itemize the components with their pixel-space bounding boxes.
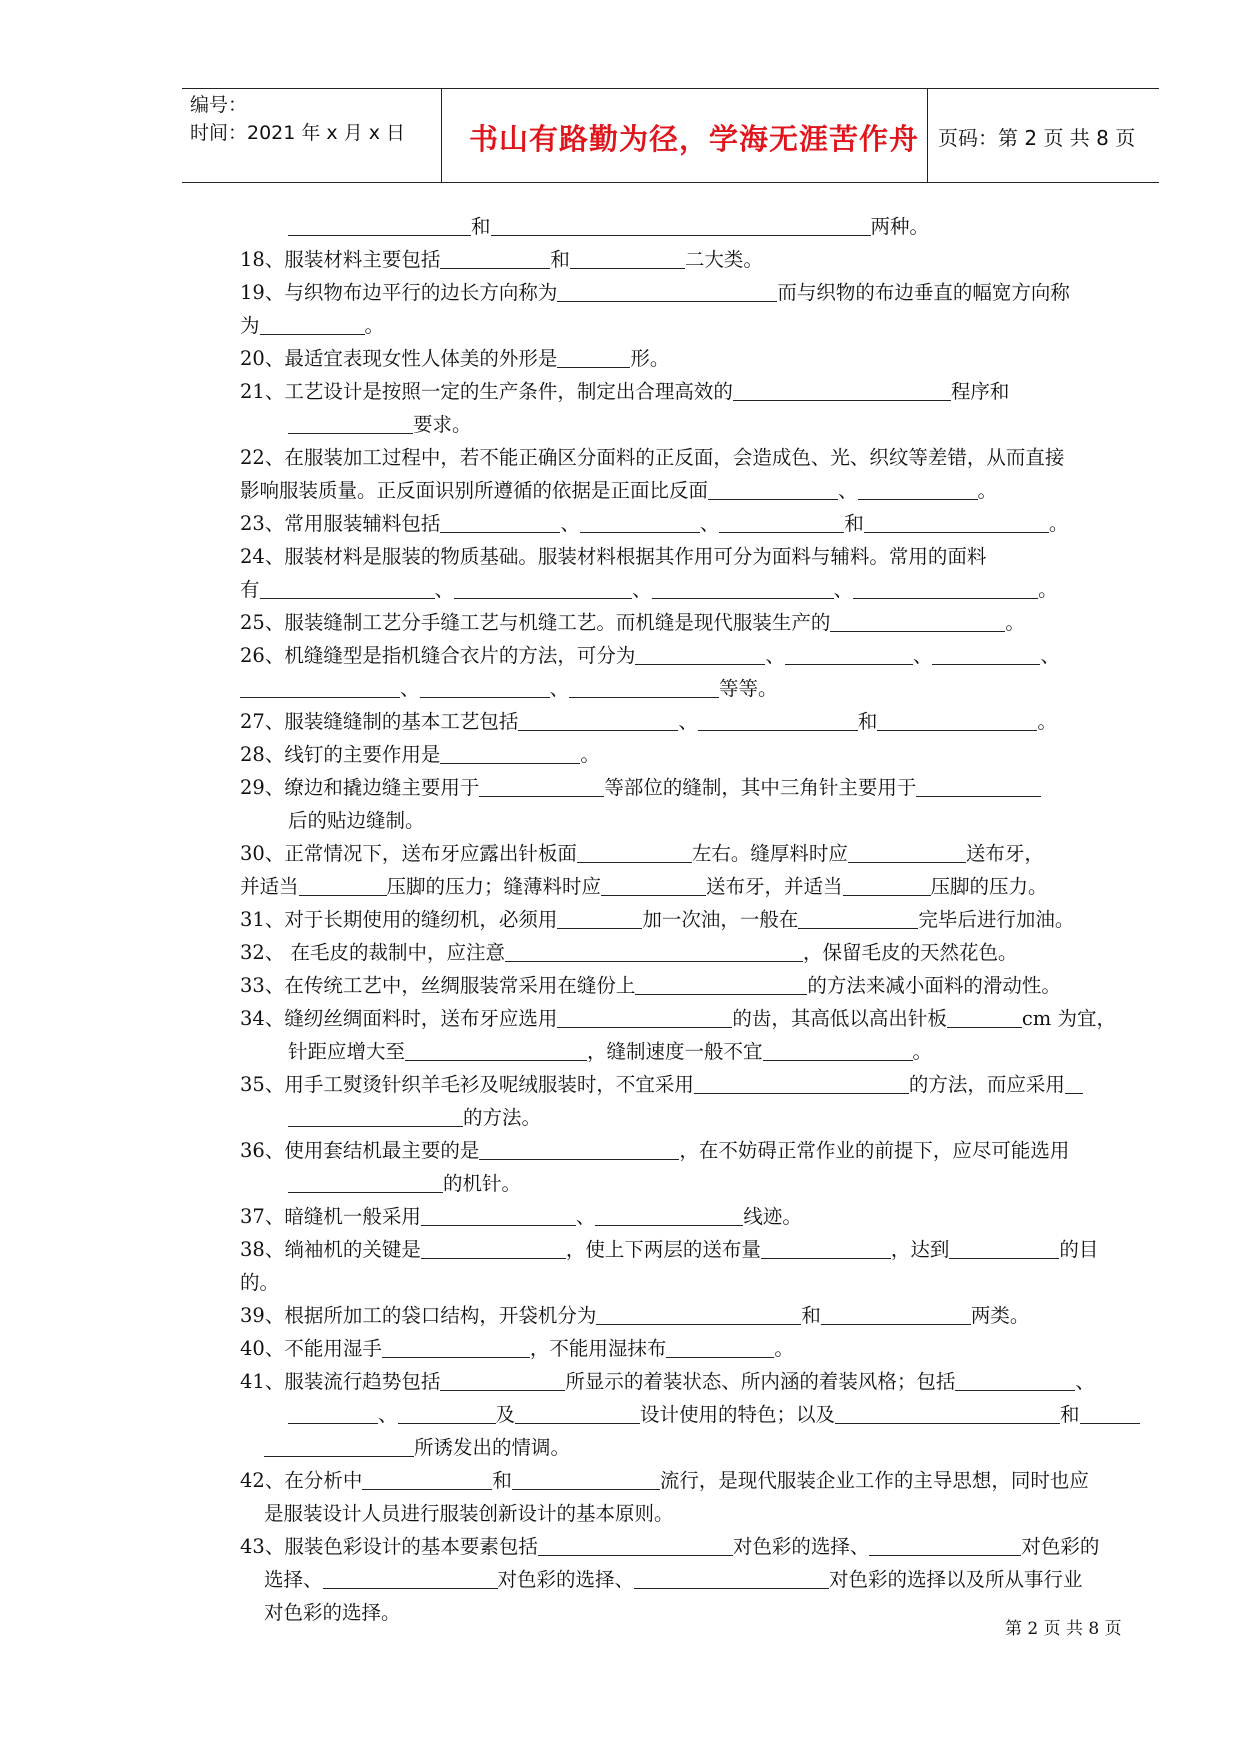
answer-blank[interactable] bbox=[569, 677, 719, 698]
answer-blank[interactable] bbox=[515, 1403, 640, 1424]
answer-blank[interactable] bbox=[260, 578, 435, 599]
question-line: 20、最适宜表现女性人体美的外形是 形。 bbox=[240, 347, 670, 370]
question-line: 22、在服装加工过程中，若不能正确区分面料的正反面，会造成色、光、织纹等差错，从而直接 bbox=[240, 446, 1065, 469]
question-line: 38、绱袖机的关键是 ，使上下两层的送布量 ，达到 的目 bbox=[240, 1238, 1099, 1261]
question-line: 32、 在毛皮的裁制中，应注意 ，保留毛皮的天然花色。 bbox=[240, 941, 1018, 964]
answer-blank[interactable] bbox=[763, 1040, 913, 1061]
answer-blank[interactable] bbox=[798, 908, 918, 929]
answer-blank[interactable] bbox=[848, 842, 966, 863]
question-line: 30、正常情况下，送布牙应露出针板面 左右。缝厚料时应 送布牙， bbox=[240, 842, 1044, 865]
answer-blank[interactable] bbox=[421, 1238, 566, 1259]
answer-blank[interactable] bbox=[288, 1106, 463, 1127]
answer-blank[interactable] bbox=[557, 1007, 732, 1028]
answer-blank[interactable] bbox=[557, 281, 777, 302]
question-line: 34、缝纫丝绸面料时，送布牙应选用 的齿，其高低以高出针板 cm 为宜， bbox=[240, 1007, 1116, 1030]
answer-blank[interactable] bbox=[694, 1073, 909, 1094]
answer-blank[interactable] bbox=[323, 1568, 498, 1589]
question-line: 18、服装材料主要包括 和 二大类。 bbox=[240, 248, 763, 271]
question-line: 39、根据所加工的袋口结构，开袋机分为 和 两类。 bbox=[240, 1304, 1030, 1327]
question-line: 、 、 等等。 bbox=[240, 672, 1150, 705]
question-line: 对色彩的选择。 bbox=[264, 1601, 401, 1624]
answer-blank[interactable] bbox=[719, 512, 844, 533]
question-line: 和 两种。 bbox=[288, 210, 1150, 243]
answer-blank[interactable] bbox=[595, 1205, 743, 1226]
header-info bbox=[190, 91, 430, 147]
answer-blank[interactable] bbox=[864, 512, 1049, 533]
answer-blank[interactable] bbox=[877, 710, 1037, 731]
question-line: 为 。 bbox=[240, 314, 385, 337]
answer-blank[interactable] bbox=[382, 1337, 530, 1358]
question-line: 的。 bbox=[240, 1271, 280, 1294]
answer-blank[interactable] bbox=[557, 347, 630, 368]
question-line: 29、缭边和撬边缝主要用于 等部位的缝制，其中三角针主要用于 bbox=[240, 771, 1150, 804]
answer-blank[interactable] bbox=[240, 677, 400, 698]
question-line: 33、在传统工艺中，丝绸服装常采用在缝份上 的方法来减小面料的滑动性。 bbox=[240, 974, 1061, 997]
answer-blank[interactable] bbox=[260, 314, 365, 335]
document-header bbox=[182, 88, 1159, 183]
answer-blank[interactable] bbox=[947, 1007, 1022, 1028]
answer-blank[interactable] bbox=[398, 1403, 496, 1424]
answer-blank[interactable] bbox=[869, 1535, 1021, 1556]
answer-blank[interactable] bbox=[858, 479, 978, 500]
answer-blank[interactable] bbox=[288, 1403, 378, 1424]
answer-blank[interactable] bbox=[634, 1568, 829, 1589]
answer-blank[interactable] bbox=[491, 215, 871, 236]
question-line: 19、与织物布边平行的边长方向称为 而与织物的布边垂直的幅宽方向称 bbox=[240, 281, 1070, 304]
answer-blank[interactable] bbox=[479, 776, 604, 797]
answer-blank[interactable] bbox=[440, 248, 550, 269]
answer-blank[interactable] bbox=[479, 1139, 679, 1160]
answer-blank[interactable] bbox=[288, 1172, 443, 1193]
answer-blank[interactable] bbox=[440, 1370, 565, 1391]
answer-blank[interactable] bbox=[264, 1436, 414, 1457]
answer-blank[interactable] bbox=[405, 1040, 587, 1061]
question-line: 、 及 设计使用的特色；以及 和 bbox=[288, 1398, 1150, 1431]
answer-blank[interactable] bbox=[440, 512, 560, 533]
answer-blank[interactable] bbox=[518, 710, 678, 731]
question-line: 所诱发出的情调。 bbox=[264, 1431, 1150, 1464]
answer-blank[interactable] bbox=[853, 578, 1038, 599]
header-divider bbox=[927, 89, 928, 182]
answer-blank[interactable] bbox=[635, 974, 807, 995]
question-line: 选择、 对色彩的选择、 对色彩的选择以及所从事行业 bbox=[264, 1568, 1083, 1591]
question-line: 是服装设计人员进行服装创新设计的基本原则。 bbox=[264, 1502, 674, 1525]
answer-blank[interactable] bbox=[288, 215, 471, 236]
answer-blank[interactable] bbox=[821, 1304, 971, 1325]
question-line: 影响服装质量。正反面识别所遵循的依据是正面比反面 、 。 bbox=[240, 479, 998, 502]
answer-blank[interactable] bbox=[708, 479, 838, 500]
answer-blank[interactable] bbox=[421, 1205, 576, 1226]
page-footer: 第 2 页 共 8 页 bbox=[1005, 1619, 1122, 1639]
number-label: 编号： bbox=[190, 94, 248, 116]
answer-blank[interactable] bbox=[557, 908, 642, 929]
answer-blank[interactable] bbox=[440, 743, 580, 764]
page-info: 页码：第 2 页 共 8 页 bbox=[938, 126, 1136, 150]
answer-blank[interactable] bbox=[454, 578, 632, 599]
answer-blank[interactable] bbox=[420, 677, 550, 698]
question-line: 26、机缝缝型是指机缝合衣片的方法，可分为 、 、 、 bbox=[240, 644, 1060, 667]
question-line: 43、服装色彩设计的基本要素包括 对色彩的选择、 对色彩的 bbox=[240, 1535, 1100, 1558]
motto: 书山有路勤为径，学海无涯苦作舟 bbox=[468, 122, 919, 156]
answer-blank[interactable] bbox=[362, 1469, 492, 1490]
question-line: 25、服装缝制工艺分手缝工艺与机缝工艺。而机缝是现代服装生产的 。 bbox=[240, 611, 1025, 634]
question-line: 有 、 、 、 。 bbox=[240, 578, 1058, 601]
answer-blank[interactable] bbox=[635, 644, 765, 665]
question-line: 并适当 压脚的压力；缝薄料时应 送布牙，并适当 压脚的压力。 bbox=[240, 875, 1048, 898]
answer-blank[interactable] bbox=[538, 1535, 733, 1556]
question-line: 针距应增大至 ，缝制速度一般不宜 。 bbox=[288, 1040, 933, 1063]
answer-blank[interactable] bbox=[1065, 1073, 1083, 1094]
question-line: 40、不能用湿手 ，不能用湿抹布 。 bbox=[240, 1337, 794, 1360]
answer-blank[interactable] bbox=[830, 611, 1005, 632]
question-line: 24、服装材料是服装的物质基础。服装材料根据其作用可分为面料与辅料。常用的面料 bbox=[240, 545, 987, 568]
answer-blank[interactable] bbox=[785, 644, 913, 665]
answer-blank[interactable] bbox=[288, 413, 413, 434]
answer-blank[interactable] bbox=[949, 1238, 1059, 1259]
question-line: 35、用手工熨烫针织羊毛衫及呢绒服装时，不宜采用 的方法，而应采用 bbox=[240, 1068, 1150, 1101]
question-line: 的机针。 bbox=[288, 1167, 1150, 1200]
question-line: 要求。 bbox=[288, 408, 1150, 441]
answer-blank[interactable] bbox=[652, 578, 834, 599]
answer-blank[interactable] bbox=[835, 1403, 1060, 1424]
answer-blank[interactable] bbox=[512, 1469, 660, 1490]
answer-blank[interactable] bbox=[733, 380, 951, 401]
answer-blank[interactable] bbox=[955, 1370, 1075, 1391]
question-list bbox=[240, 210, 1150, 1629]
question-line: 28、线钉的主要作用是 。 bbox=[240, 743, 600, 766]
answer-blank[interactable] bbox=[601, 875, 706, 896]
answer-blank[interactable] bbox=[505, 941, 803, 962]
header-divider bbox=[441, 89, 442, 182]
answer-blank[interactable] bbox=[570, 248, 685, 269]
answer-blank[interactable] bbox=[916, 776, 1041, 797]
answer-blank[interactable] bbox=[299, 875, 387, 896]
answer-blank[interactable] bbox=[843, 875, 931, 896]
question-line: 27、服装缝缝制的基本工艺包括 、 和 。 bbox=[240, 710, 1057, 733]
answer-blank[interactable] bbox=[666, 1337, 774, 1358]
question-line: 的方法。 bbox=[288, 1101, 1150, 1134]
question-line: 23、常用服装辅料包括 、 、 和 。 bbox=[240, 512, 1069, 535]
answer-blank[interactable] bbox=[698, 710, 858, 731]
question-line: 31、对于长期使用的缝纫机，必须用 加一次油，一般在 完毕后进行加油。 bbox=[240, 908, 1075, 931]
question-line: 21、工艺设计是按照一定的生产条件，制定出合理高效的 程序和 bbox=[240, 380, 1010, 403]
question-line: 42、在分析中 和 流行，是现代服装企业工作的主导思想，同时也应 bbox=[240, 1469, 1089, 1492]
question-line: 后的贴边缝制。 bbox=[288, 809, 425, 832]
question-line: 37、暗缝机一般采用 、 线迹。 bbox=[240, 1205, 802, 1228]
answer-blank[interactable] bbox=[761, 1238, 891, 1259]
answer-blank[interactable] bbox=[932, 644, 1040, 665]
time-label: 时间：2021 年 x 月 x 日 bbox=[190, 122, 406, 144]
answer-blank[interactable] bbox=[577, 842, 692, 863]
answer-blank[interactable] bbox=[580, 512, 700, 533]
question-line: 36、使用套结机最主要的是 ，在不妨碍正常作业的前提下，应尽可能选用 bbox=[240, 1139, 1070, 1162]
answer-blank[interactable] bbox=[1080, 1403, 1140, 1424]
answer-blank[interactable] bbox=[596, 1304, 801, 1325]
question-line: 41、服装流行趋势包括 所显示的着装状态、所内涵的着装风格；包括 、 bbox=[240, 1370, 1095, 1393]
